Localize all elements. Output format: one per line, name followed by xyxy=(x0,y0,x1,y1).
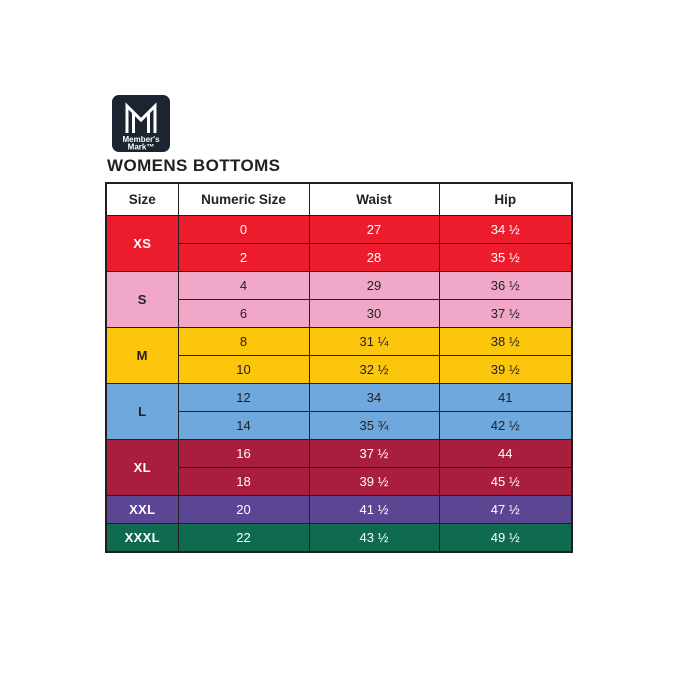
waist-cell: 34 xyxy=(309,384,439,412)
size-label-l: L xyxy=(106,384,178,440)
size-label-s: S xyxy=(106,272,178,328)
numeric-size-cell: 22 xyxy=(178,524,309,553)
members-mark-logo xyxy=(112,95,170,152)
hip-cell: 34 ½ xyxy=(439,216,572,244)
hip-cell: 38 ½ xyxy=(439,328,572,356)
hip-cell: 49 ½ xyxy=(439,524,572,553)
numeric-size-cell: 6 xyxy=(178,300,309,328)
waist-cell: 31 ¼ xyxy=(309,328,439,356)
table-header xyxy=(106,183,572,216)
waist-cell: 39 ½ xyxy=(309,468,439,496)
waist-cell: 28 xyxy=(309,244,439,272)
waist-cell: 35 ¾ xyxy=(309,412,439,440)
table-row xyxy=(106,328,572,356)
waist-cell: 32 ½ xyxy=(309,356,439,384)
header-row xyxy=(106,183,572,216)
numeric-size-cell: 18 xyxy=(178,468,309,496)
hip-cell: 45 ½ xyxy=(439,468,572,496)
numeric-size-cell: 12 xyxy=(178,384,309,412)
column-header-numeric-size: Numeric Size xyxy=(178,183,309,216)
hip-cell: 47 ½ xyxy=(439,496,572,524)
hip-cell: 36 ½ xyxy=(439,272,572,300)
logo-text-line1: Member's xyxy=(122,135,160,144)
waist-cell: 41 ½ xyxy=(309,496,439,524)
waist-cell: 43 ½ xyxy=(309,524,439,553)
table-row xyxy=(106,272,572,300)
page-title: WOMENS BOTTOMS xyxy=(107,156,281,175)
numeric-size-cell: 14 xyxy=(178,412,309,440)
numeric-size-cell: 0 xyxy=(178,216,309,244)
numeric-size-cell: 20 xyxy=(178,496,309,524)
table-row xyxy=(106,524,572,553)
size-table xyxy=(105,182,573,553)
table-row xyxy=(106,384,572,412)
column-header-size: Size xyxy=(106,183,178,216)
hip-cell: 41 xyxy=(439,384,572,412)
numeric-size-cell: 10 xyxy=(178,356,309,384)
logo-text-line2: Mark™ xyxy=(127,142,155,152)
table-row xyxy=(106,440,572,468)
numeric-size-cell: 4 xyxy=(178,272,309,300)
hip-cell: 39 ½ xyxy=(439,356,572,384)
hip-cell: 37 ½ xyxy=(439,300,572,328)
table-body xyxy=(106,216,572,553)
table-row xyxy=(106,496,572,524)
content-wrap xyxy=(105,95,571,553)
hip-cell: 35 ½ xyxy=(439,244,572,272)
numeric-size-cell: 2 xyxy=(178,244,309,272)
numeric-size-cell: 16 xyxy=(178,440,309,468)
column-header-waist: Waist xyxy=(309,183,439,216)
size-label-m: M xyxy=(106,328,178,384)
numeric-size-cell: 8 xyxy=(178,328,309,356)
waist-cell: 30 xyxy=(309,300,439,328)
waist-cell: 27 xyxy=(309,216,439,244)
size-label-xl: XL xyxy=(106,440,178,496)
hip-cell: 44 xyxy=(439,440,572,468)
waist-cell: 29 xyxy=(309,272,439,300)
column-header-hip: Hip xyxy=(439,183,572,216)
hip-cell: 42 ½ xyxy=(439,412,572,440)
size-label-xxxl: XXXL xyxy=(106,524,178,553)
waist-cell: 37 ½ xyxy=(309,440,439,468)
table-row xyxy=(106,216,572,244)
size-label-xs: XS xyxy=(106,216,178,272)
size-label-xxl: XXL xyxy=(106,496,178,524)
